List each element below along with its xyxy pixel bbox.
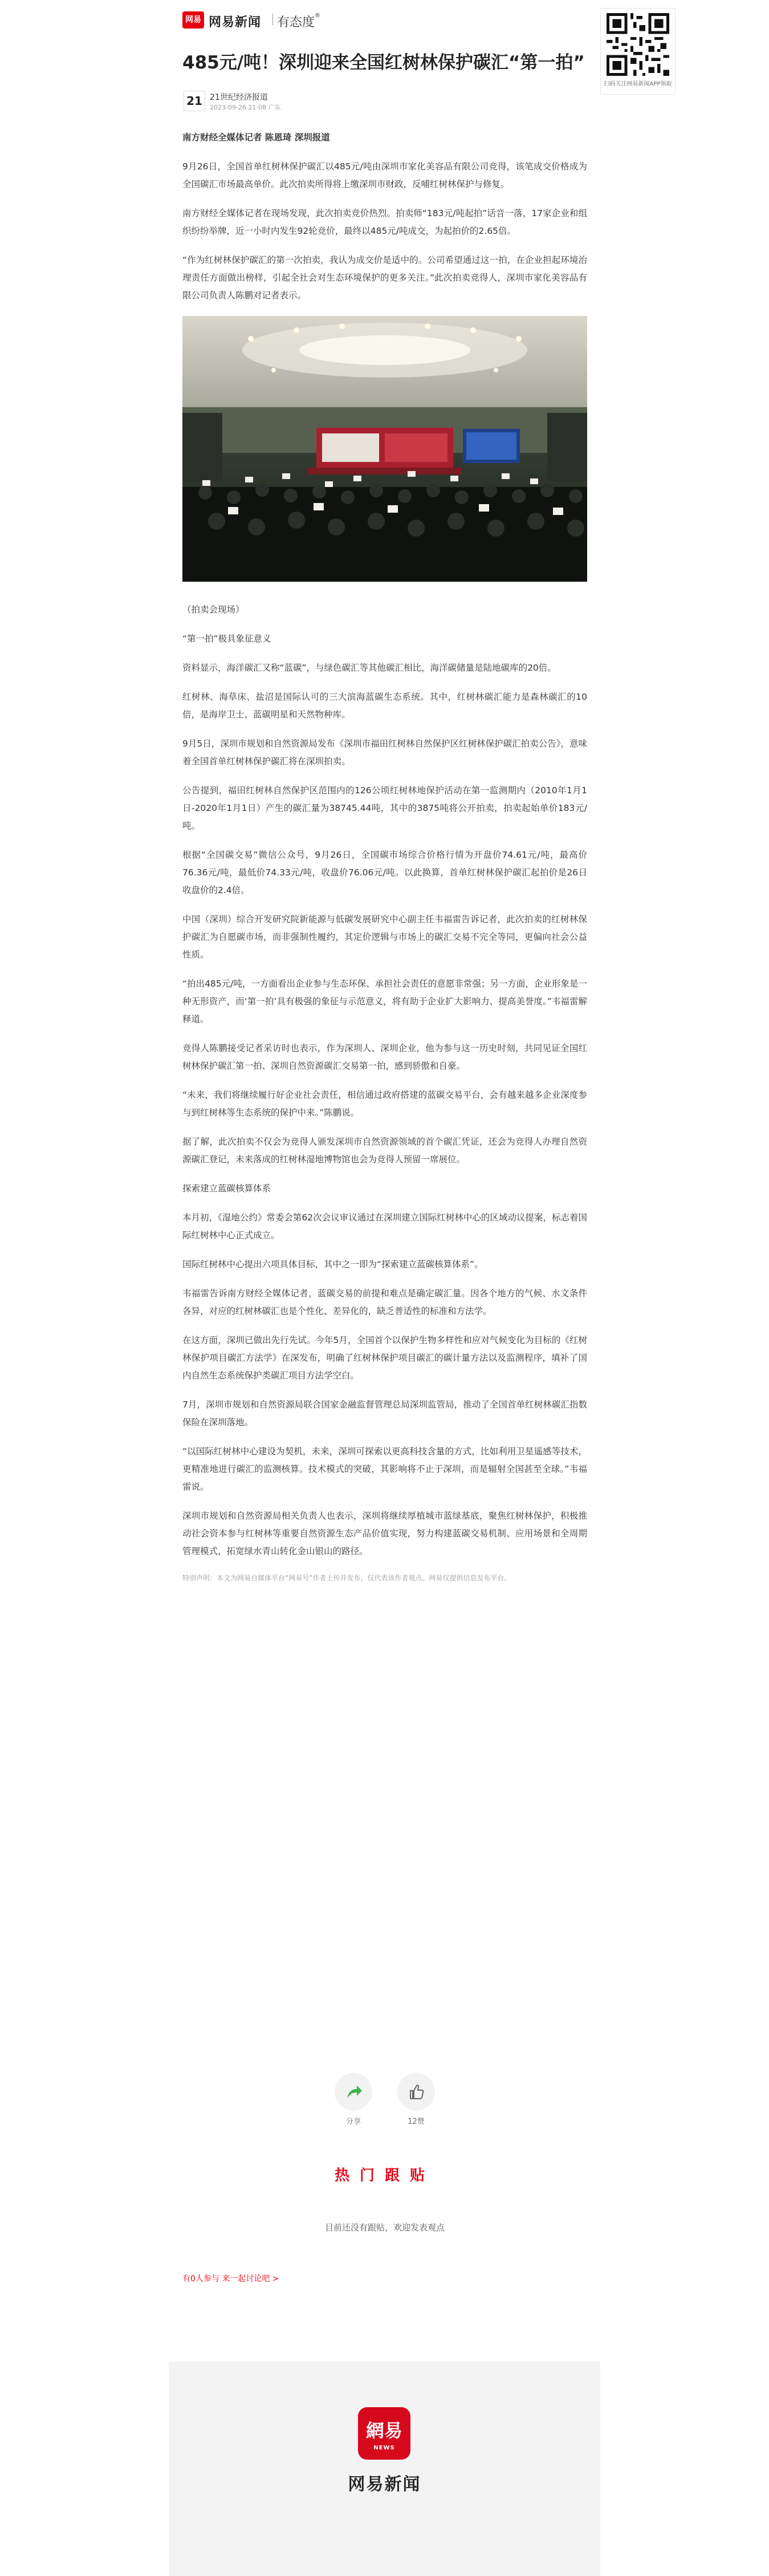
paragraph: “未来，我们将继续履行好企业社会责任，相信通过政府搭建的蓝碳交易平台，会有越来越多企业深度参与到红树林等生态系统的保护中来。”陈鹏说。 (182, 1090, 587, 1118)
empty-comments-text: 目前还没有跟贴，欢迎发表观点 (324, 2222, 445, 2233)
source-name[interactable]: 21世纪经济报道 (210, 93, 268, 102)
netease-logo[interactable]: 网易 (182, 11, 204, 29)
site-header (182, 8, 616, 31)
publish-time: 2023-09-26 21:08 广东 (210, 104, 281, 111)
source-logo[interactable]: 21 (184, 91, 205, 111)
article-title: 485元/吨！深圳迎来全国红树林保护碳汇“第一拍” (182, 52, 585, 73)
brand-tagline-text: 有态度 (277, 15, 315, 30)
like-circle[interactable] (397, 2073, 435, 2111)
qr-caption: 扫码关注网易新闻APP领取 (604, 81, 672, 87)
paragraph: 9月26日，全国首单红树林保护碳汇以485元/吨由深圳市家化美容品有限公司竞得，该笔成交价格成为全国碳汇市场最高单价。此次拍卖所得将上缴深圳市财政，反哺红树林保护与修复。 (182, 161, 587, 189)
paragraph: 中国（深圳）综合开发研究院新能源与低碳发展研究中心副主任韦福雷告诉记者，此次拍卖的红树林保护碳汇为自愿碳市场，而非强制性履约，其定价逻辑与市场上的碳汇交易不完全等同，更偏向社会公益性质。 (182, 914, 587, 960)
auction-photo[interactable] (182, 316, 587, 582)
footer-logo-sub: NEWS (373, 2445, 395, 2451)
paragraph: 竞得人陈鹏接受记者采访时也表示，作为深圳人、深圳企业，他为参与这一历史时刻，共同见证全国红树林保护碳汇第一拍、深圳自然资源碳汇交易第一拍，感到骄傲和自豪。 (182, 1043, 587, 1071)
brand-divider (272, 14, 273, 25)
footer (169, 2362, 600, 2576)
paragraph: 公告提到，福田红树林自然保护区范围内的126公顷红树林地保护活动在第一监测期内（2010年1月1日-2020年1月1日）产生的碳汇量为38745.44吨，其中的3875吨将公开拍卖，拍卖起始单价183元/吨。 (182, 785, 587, 831)
paragraph: 7月，深圳市规划和自然资源局联合国家金融监督管理总局深圳监管局，推动了全国首单红树林碳汇指数保险在深圳落地。 (182, 1399, 587, 1427)
section-heading: 探索建立蓝碳核算体系 (182, 1183, 271, 1194)
join-discussion-link[interactable]: 有0人参与 来一起讨论吧 > (182, 2274, 279, 2283)
byline: 南方财经全媒体记者 陈恩琦 深圳报道 (182, 132, 330, 143)
like-button[interactable] (396, 2073, 436, 2126)
paragraph: 深圳市规划和自然资源局相关负责人也表示，深圳将继续厚植城市蓝绿基底，聚焦红树林保护，积极推动社会资本参与红树林等重要自然资源生态产品价值实现，努力构建蓝碳交易机制、应用场景和全周期管理模式，拓宽绿水青山转化金山银山的路径。 (182, 1511, 587, 1556)
app-qr-card[interactable] (600, 8, 676, 95)
paragraph: 红树林、海草床、盐沼是国际认可的三大滨海蓝碳生态系统。其中，红树林碳汇能力是森林碳汇的10倍，是海岸卫士、蓝碳明星和天然物种库。 (182, 692, 587, 720)
paragraph: 韦福雷告诉南方财经全媒体记者，蓝碳交易的前提和难点是确定碳汇量。因各个地方的气候、水文条件各异，对应的红树林碳汇也是个性化、差异化的，缺乏普适性的标准和方法学。 (182, 1288, 587, 1316)
paragraph: 本月初，《湿地公约》常委会第62次会议审议通过在深圳建立国际红树林中心的区域动议提案，标志着国际红树林中心正式成立。 (182, 1212, 587, 1240)
article-actions (182, 2073, 587, 2136)
thumbs-up-icon (397, 2073, 435, 2111)
article-body (182, 129, 587, 1584)
paragraph: 国际红树林中心提出六项具体目标，其中之一即为“探索建立蓝碳核算体系”。 (182, 1259, 483, 1269)
paragraph: 南方财经全媒体记者在现场发现，此次拍卖竞价热烈。拍卖师“183元/吨起拍”话音一落，17家企业和组织纷纷举牌，近一小时内发生92轮竞价，最终以485元/吨成交，为起拍价的2.65倍。 (182, 208, 587, 236)
photo-caption: （拍卖会现场） (182, 605, 245, 615)
footer-logo-text: 網易 (365, 2420, 403, 2441)
paragraph: “拍出485元/吨，一方面看出企业参与生态环保、承担社会责任的意愿非常强；另一方面，企业形象是一种无形资产，而‘第一拍’具有极强的象征与示范意义，将有助于企业扩大影响力、提高美誉度。”韦福雷解释道。 (182, 979, 587, 1024)
section-heading: “第一拍”极具象征意义 (182, 634, 271, 644)
hot-comments-title: 热门跟贴 (334, 2167, 435, 2184)
share-icon (335, 2073, 372, 2111)
auction-scene-image (182, 316, 587, 582)
netease-news-logo[interactable] (358, 2407, 410, 2460)
share-button[interactable] (333, 2073, 373, 2126)
like-count: 12赞 (408, 2117, 425, 2126)
paragraph: 据了解，此次拍卖不仅会为竞得人颁发深圳市自然资源领域的首个碳汇凭证，还会为竞得人办理自然资源碳汇登记，未来落成的红树林湿地博物馆也会为竞得人预留一席展位。 (182, 1137, 587, 1165)
paragraph: “以国际红树林中心建设为契机，未来，深圳可探索以更高科技含量的方式，比如利用卫星遥感等技术，更精准地进行碳汇的监测核算。技术模式的突破，其影响将不止于深圳，而是辐射全国甚至全球。”韦福雷说。 (182, 1446, 587, 1492)
share-label: 分享 (345, 2117, 361, 2126)
paragraph: 资料显示，海洋碳汇又称“蓝碳”，与绿色碳汇等其他碳汇相比，海洋碳储量是陆地碳库的20倍。 (182, 663, 556, 673)
paragraph: 在这方面，深圳已做出先行先试。今年5月，全国首个以保护生物多样性和应对气候变化为目标的《红树林保护项目碳汇方法学》在深发布，明确了红树林保护项目碳汇的碳计量方法以及监测程序，填补了国内自然生态系统保护类碳汇项目方法学空白。 (182, 1335, 587, 1381)
brand-name[interactable]: 网易新闻 (209, 15, 262, 30)
qr-code-icon (607, 13, 669, 76)
footer-brand-name: 网易新闻 (348, 2474, 421, 2494)
trademark-mark: ® (315, 13, 321, 19)
paragraph: “作为红树林保护碳汇的第一次拍卖，我认为成交价是适中的。公司希望通过这一拍，在企业担起环境治理责任方面做出榜样，引起全社会对生态环境保护的更多关注。”此次拍卖竞得人，深圳市家化美容品有限公司负责人陈鹏对记者表示。 (182, 255, 587, 301)
paragraph: 9月5日，深圳市规划和自然资源局发布《深圳市福田红树林自然保护区红树林保护碳汇拍卖公告》，意味着全国首单红树林保护碳汇将在深圳拍卖。 (182, 739, 587, 766)
brand-tagline (277, 13, 320, 30)
netease-news-logo-icon (358, 2407, 410, 2460)
share-circle[interactable] (335, 2073, 372, 2111)
disclaimer: 特别声明：本文为网易自媒体平台“网易号”作者上传并发布，仅代表该作者观点。网易仅提供信息发布平台。 (182, 1574, 511, 1582)
paragraph: 根据“全国碳交易”微信公众号，9月26日，全国碳市场综合价格行情为开盘价74.61元/吨，最高价76.36元/吨，最低价74.33元/吨，收盘价76.06元/吨。以此换算，首单红树林保护碳汇起拍价是26日收盘价的2.4倍。 (182, 850, 587, 895)
